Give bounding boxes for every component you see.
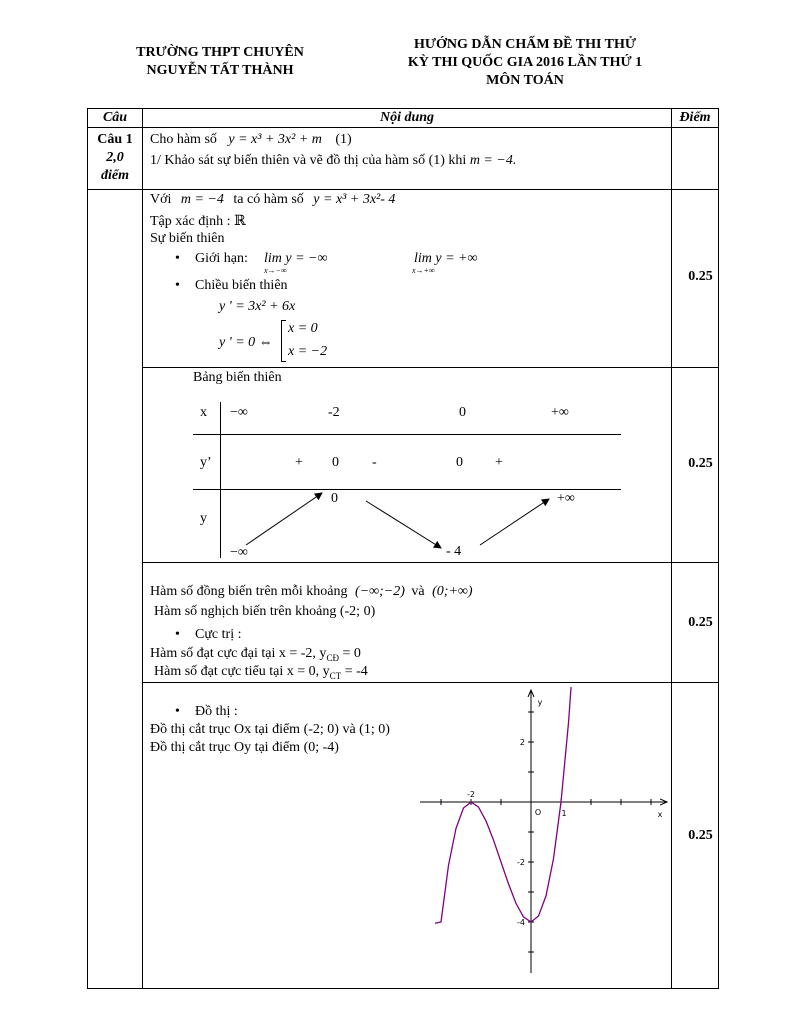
bbt-y-val: +∞ (557, 491, 575, 506)
question-statement: Cho hàm số y = x³ + 3x² + m (1) (150, 132, 352, 147)
s3-score: 0.25 (688, 615, 713, 630)
y-axis-label: y (537, 698, 543, 707)
bbt-row-yp: y’ (200, 455, 212, 470)
column-header-diem: Điểm (679, 110, 711, 125)
s1-limit2-sub: x→+∞ (412, 266, 435, 275)
s4-oy: Đồ thị cắt trục Oy tại điểm (0; -4) (150, 740, 339, 755)
s1-direction-label: • Chiều biến thiên (195, 278, 288, 294)
s1-root1: x = 0 (288, 321, 318, 336)
bbt-yp-zero: 0 (456, 455, 463, 470)
s2-score: 0.25 (688, 456, 713, 471)
bbt-row-y: y (200, 511, 207, 526)
grading-table (87, 108, 719, 989)
bbt-x-val: -2 (328, 405, 340, 420)
s4-ox: Đồ thị cắt trục Ox tại điểm (-2; 0) và (1; 0) (150, 722, 390, 737)
bbt-x-val: −∞ (230, 405, 248, 420)
column-header-cau: Câu (102, 110, 128, 125)
s3-max: Hàm số đạt cực đại tại x = -2, $y_{CĐ} = 0$ (150, 646, 361, 663)
s1-domain: Tập xác định : ℝ (150, 214, 246, 229)
x-axis-label: x (657, 810, 663, 819)
s1-limit-label: • Giới hạn: (195, 251, 248, 267)
x-tick-label: 1 (561, 809, 567, 818)
s4-score: 0.25 (688, 828, 713, 843)
bbt-y-val: - 4 (446, 544, 462, 559)
bbt-row-x: x (200, 405, 207, 420)
s1-deriv-eq: y ' = 0 ⇔ (219, 335, 273, 350)
arrow-up-2 (480, 499, 549, 545)
bbt-x-val: +∞ (551, 405, 569, 420)
bbt-yp-sign: + (295, 455, 303, 470)
question-label: Câu 1 2,0 điểm (97, 132, 133, 183)
bbt-yp-sign: + (495, 455, 503, 470)
s3-min: Hàm số đạt cực tiểu tại x = 0, $y_{CT} = -4$ (154, 664, 368, 681)
bbt-x-val: 0 (459, 405, 466, 420)
origin-label: O (534, 808, 542, 817)
school-name: TRƯỜNG THPT CHUYÊN NGUYỄN TẤT THÀNH (136, 45, 304, 78)
bbt-yp-zero: 0 (332, 455, 339, 470)
question-task: 1/ Khảo sát sự biến thiên và vẽ đồ thị của hàm số (1) khi m = −4. (150, 153, 517, 168)
s1-limit2: lim y = +∞ (414, 251, 478, 266)
function-graph (414, 687, 674, 985)
s3-extrema-label: • Cực trị : (195, 627, 241, 643)
s3-increasing: Hàm số đồng biến trên mỗi khoảng (−∞;−2) và (0;+∞) (150, 584, 473, 599)
s2-title: Bảng biến thiên (193, 370, 282, 385)
document-title: HƯỚNG DẪN CHẤM ĐỀ THI THỬ KỲ THI QUỐC GIA 2016 LẦN THỨ 1 MÔN TOÁN (407, 37, 643, 88)
bbt-arrows (88, 109, 718, 569)
s1-derivative: y ' = 3x² + 6x (219, 299, 296, 314)
y-tick-label: -4 (517, 918, 525, 927)
s1-limit1: lim y = −∞ (264, 251, 328, 266)
bbt-y-val: −∞ (230, 545, 248, 560)
bbt-y-val: 0 (331, 491, 338, 506)
y-tick-label: 2 (519, 738, 525, 747)
arrow-down (366, 501, 441, 548)
s1-variation: Sự biến thiên (150, 231, 225, 246)
s1-root2: x = −2 (288, 344, 328, 359)
x-tick-label: -2 (467, 790, 475, 799)
column-header-noidung: Nội dung (379, 110, 435, 125)
section3-divider (142, 682, 718, 683)
s1-intro: Với m = −4 ta có hàm số y = x³ + 3x²- 4 (150, 192, 396, 207)
function-curve (435, 687, 576, 923)
s4-graph-label: • Đồ thị : (195, 704, 238, 720)
y-tick-label: -2 (517, 858, 525, 867)
s1-score: 0.25 (688, 269, 713, 284)
function-expression: y = x³ + 3x² + m (228, 132, 322, 147)
s3-decreasing: Hàm số nghịch biến trên khoảng (-2; 0) (154, 604, 376, 619)
document-header (0, 0, 792, 110)
arrow-up-1 (246, 493, 322, 545)
bbt-yp-sign: - (372, 455, 377, 470)
s1-limit1-sub: x→−∞ (264, 266, 287, 275)
